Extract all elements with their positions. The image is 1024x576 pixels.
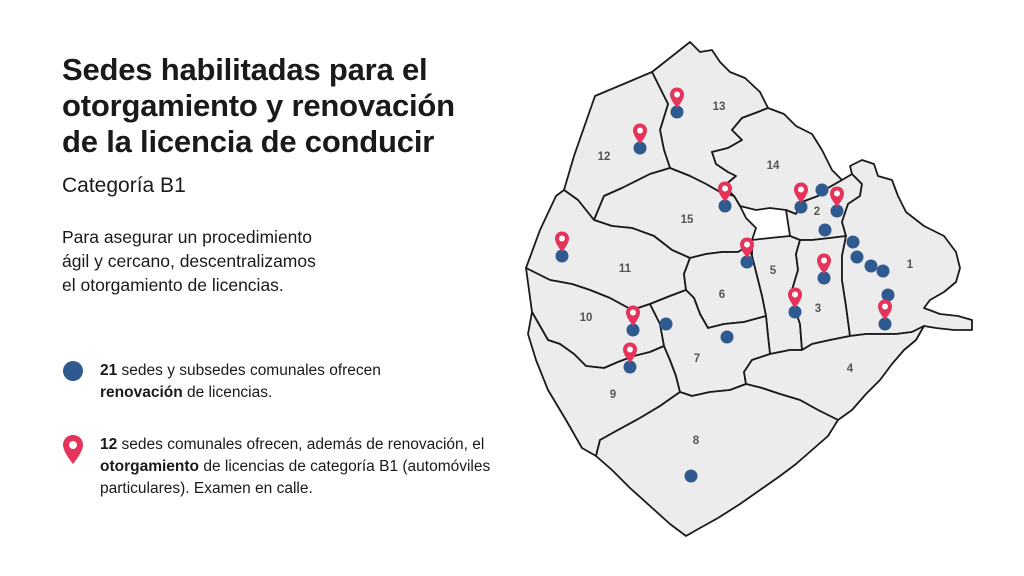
legend-renovacion [62, 360, 502, 404]
commune-label-5: 5 [769, 265, 777, 277]
commune-label-10: 10 [579, 312, 593, 324]
legend-otorgamiento-text [100, 434, 502, 500]
category-subtitle: Categoría B1 [62, 174, 186, 197]
commune-label-11: 11 [618, 263, 632, 275]
legend-renovacion-text-1: sedes y subsedes comunales ofrecen [117, 362, 381, 379]
page-title: Sedes habilitadas para el otorgamiento y renovación de la licencia de conducir [62, 52, 455, 159]
commune-label-8: 8 [692, 435, 700, 447]
commune-label-6: 6 [718, 289, 726, 301]
commune-label-15: 15 [680, 214, 694, 226]
legend-otorgamiento-text-1: sedes comunales ofrecen, además de renovación, el [117, 436, 485, 453]
commune-label-12: 12 [597, 151, 611, 163]
site-dot-7a[interactable] [660, 318, 673, 331]
red-pin-icon [62, 434, 88, 468]
site-dot-1c[interactable] [865, 260, 878, 273]
site-dot-1b[interactable] [851, 251, 864, 264]
legend-otorgamiento-count: 12 [100, 436, 118, 453]
legend-renovacion-text [100, 360, 381, 404]
blue-dot-icon [62, 360, 88, 386]
communes-map [515, 35, 980, 545]
legend-renovacion-bold: renovación [100, 384, 183, 401]
site-dot-1a[interactable] [847, 236, 860, 249]
site-dot-1e[interactable] [882, 289, 895, 302]
commune-label-1: 1 [906, 259, 914, 271]
commune-label-3: 3 [814, 303, 822, 315]
commune-label-13: 13 [712, 101, 726, 113]
legend-otorgamiento-bold: otorgamiento [100, 458, 200, 475]
legend-otorgamiento-text-3: de licencias de categoría B1 (automóviles particulares). Examen en calle. [100, 458, 491, 497]
legend-otorgamiento [62, 434, 502, 500]
site-dot-2a[interactable] [816, 184, 829, 197]
commune-label-14: 14 [766, 160, 780, 172]
commune-label-2: 2 [813, 206, 821, 218]
commune-1[interactable] [842, 160, 972, 336]
commune-label-9: 9 [609, 389, 617, 401]
site-dot-8[interactable] [685, 470, 698, 483]
legend-renovacion-count: 21 [100, 362, 118, 379]
site-dot-6[interactable] [721, 331, 734, 344]
intro-text: Para asegurar un procedimiento ágil y cercano, descentralizamos el otorgamiento de licencias. [62, 227, 316, 295]
commune-label-7: 7 [693, 353, 701, 365]
legend-renovacion-text-3: de licencias. [182, 384, 273, 401]
site-dot-2c[interactable] [819, 224, 832, 237]
site-dot-1d[interactable] [877, 265, 890, 278]
commune-label-4: 4 [846, 363, 854, 375]
